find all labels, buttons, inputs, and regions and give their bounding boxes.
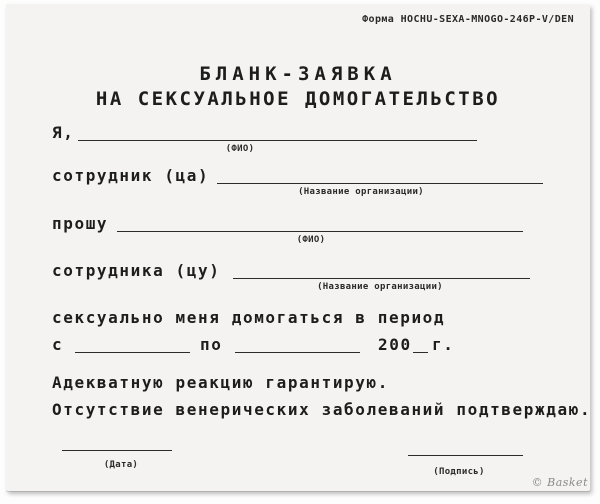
- field-caption-applicant-fio: (ФИО): [225, 144, 255, 154]
- date-caption: (Дата): [103, 460, 139, 470]
- field-label-applicant-role: сотрудник (ца): [52, 166, 210, 185]
- statement-text: сексуально меня домогаться в период: [52, 308, 446, 327]
- period-to-label: по: [200, 335, 223, 354]
- signature-field[interactable]: [408, 438, 523, 456]
- period-from-label: с: [52, 335, 64, 354]
- field-label-applicant: Я,: [52, 123, 75, 142]
- field-caption-applicant-org: (Название организации): [298, 187, 424, 197]
- year-prefix: 200: [378, 335, 412, 354]
- year-field[interactable]: [413, 335, 428, 353]
- field-label-request: прошу: [52, 214, 109, 233]
- target-name-field[interactable]: [117, 214, 523, 232]
- applicant-name-field[interactable]: [78, 123, 477, 141]
- form-code: Форма HOCHU-SEXA-MNOGO-246P-V/DEN: [362, 14, 574, 25]
- form-page: [6, 4, 590, 491]
- field-caption-target-org: (Название организации): [317, 282, 443, 292]
- date-field[interactable]: [62, 433, 172, 451]
- period-to-field[interactable]: [235, 335, 360, 353]
- guarantee-line-1: Адекватную реакцию гарантирую.: [52, 373, 389, 392]
- period-from-field[interactable]: [75, 335, 190, 353]
- guarantee-line-2: Отсутствие венерических заболеваний подтверждаю.: [52, 400, 592, 419]
- field-caption-target-fio: (ФИО): [296, 235, 326, 245]
- form-title-line2: НА СЕКСУАЛЬНОЕ ДОМОГАТЕЛЬСТВО: [95, 88, 501, 110]
- year-suffix: г.: [432, 335, 455, 354]
- signature-caption: (Подпись): [433, 467, 485, 477]
- target-organization-field[interactable]: [233, 261, 530, 279]
- form-title-line1: БЛАНК-ЗАЯВКА: [199, 63, 397, 85]
- applicant-organization-field[interactable]: [217, 166, 543, 184]
- author-credit: © Basket: [531, 476, 588, 489]
- field-label-target-role: сотрудника (цу): [52, 261, 221, 280]
